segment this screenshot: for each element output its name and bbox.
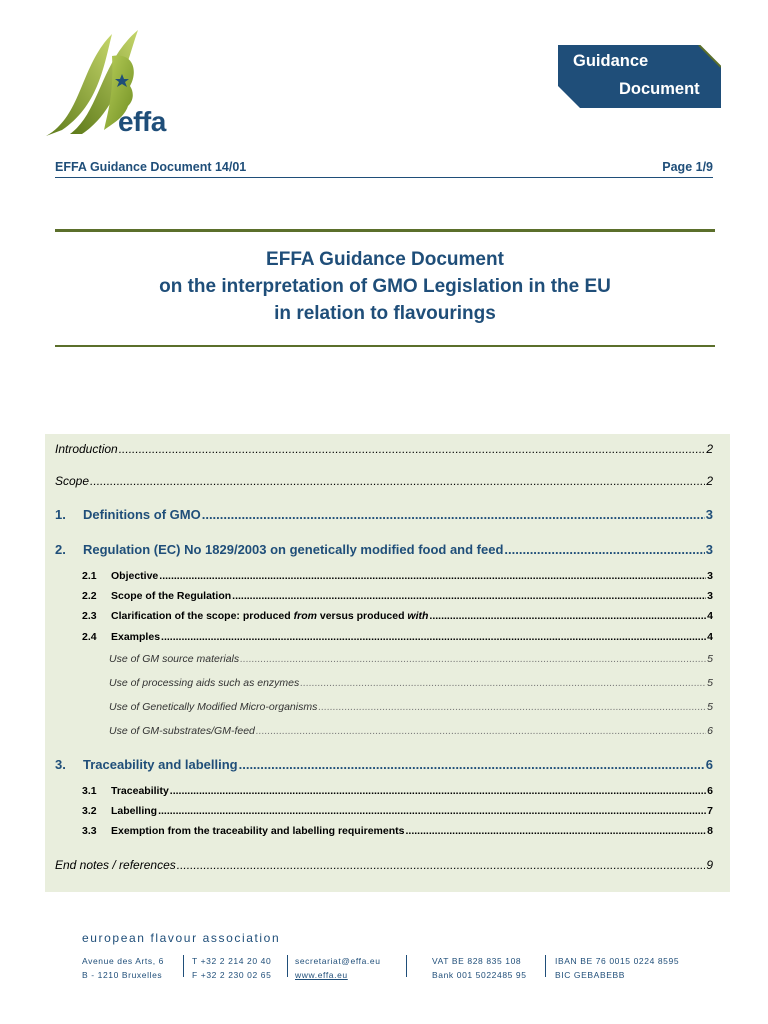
iban-number: IBAN BE 76 0015 0224 8595 [555,956,680,966]
footer-separator [183,955,184,977]
toc-entry-label: Definitions of GMO [83,507,201,522]
footer-separator [287,955,288,977]
badge-line-1: Guidance [573,52,649,70]
toc-entry[interactable] [55,442,713,456]
toc-entry-number: 1. [55,507,66,522]
effa-logo [42,26,182,142]
email-link[interactable]: secretariat@effa.eu [295,956,381,966]
bank-account: Bank 001 5022485 95 [432,970,527,980]
toc-entry[interactable] [82,805,713,817]
toc-entry-label: End notes / references [55,858,176,872]
address-line-1: Avenue des Arts, 6 [82,956,164,966]
toc-entry-label: Introduction [55,442,118,456]
toc-entry-page: 4 [707,610,713,622]
vat-number: VAT BE 828 835 108 [432,956,522,966]
toc-entry-label-part: versus produced [316,610,408,622]
toc-entry[interactable] [82,590,713,602]
phone-number: T +32 2 214 20 40 [192,956,272,966]
toc-entry[interactable] [109,725,713,737]
toc-entry-page: 3 [707,590,713,602]
footer-address [82,954,164,982]
toc-entry-page: 5 [707,677,713,689]
toc-entry-label: Use of processing aids such as enzymes [109,677,300,689]
toc-entry-label: Objective [111,570,159,582]
footer-contact [295,954,381,982]
title-rule-top [55,229,715,232]
title-rule-bottom [55,345,715,347]
toc-entry-page: 7 [707,805,713,817]
document-reference: EFFA Guidance Document 14/01 [55,160,247,174]
header-divider [55,177,713,178]
toc-entry-page: 5 [707,701,713,713]
toc-entry[interactable] [55,507,713,522]
toc-entry-label: Use of GM source materials [109,653,240,665]
guidance-document-badge [558,45,721,108]
toc-entry[interactable] [82,570,713,582]
toc-entry-label: Scope [55,474,90,488]
toc-entry[interactable] [109,677,713,689]
toc-entry-label-emphasis: from [293,610,317,622]
page-number: Page 1/9 [662,160,713,174]
toc-entry-page: 3 [705,507,713,522]
bic-code: BIC GEBABEBB [555,970,626,980]
toc-entry-label-emphasis: with [407,610,429,622]
toc-entry-number: 2. [55,542,66,557]
toc-entry-number: 2.2 [82,590,97,602]
toc-entry-page: 3 [707,570,713,582]
footer-separator [545,955,546,977]
toc-entry-number: 3.2 [82,805,97,817]
toc-entry-number: 2.1 [82,570,97,582]
toc-entry-number: 2.4 [82,631,97,643]
footer-separator [406,955,407,977]
toc-entry-label: Traceability [111,785,169,797]
badge-line-2: Document [619,80,700,98]
website-link[interactable]: www.effa.eu [295,970,348,980]
toc-entry-page: 9 [706,858,713,872]
toc-entry-page: 2 [706,442,713,456]
toc-entry-label: Use of GM-substrates/GM-feed [109,725,255,737]
toc-entry-page: 4 [707,631,713,643]
toc-entry[interactable] [82,825,713,837]
document-title [55,246,715,327]
footer-iban-bic [555,954,679,982]
title-line-2: on the interpretation of GMO Legislation in the EU [159,276,611,297]
toc-entry[interactable] [55,474,713,488]
table-of-contents [45,434,730,892]
toc-entry[interactable] [55,542,713,557]
toc-entry-page: 2 [706,474,713,488]
toc-entry-label: Scope of the Regulation [111,590,232,602]
toc-entry-page: 8 [707,825,713,837]
toc-entry-number: 3. [55,757,66,772]
title-line-3: in relation to flavourings [274,303,496,324]
logo-wordmark: effa [118,106,166,137]
toc-entry-label: Regulation (EC) No 1829/2003 on genetically modified food and feed [83,542,504,557]
toc-entry-page: 3 [705,542,713,557]
toc-entry-label: Labelling [111,805,158,817]
toc-entry-label: Exemption from the traceability and labelling requirements [111,825,405,837]
toc-entry[interactable] [55,858,713,872]
association-name: european flavour association [82,931,281,945]
toc-entry[interactable] [109,653,713,665]
toc-entry[interactable] [82,631,713,643]
toc-entry-page: 5 [707,653,713,665]
fax-number: F +32 2 230 02 65 [192,970,272,980]
toc-entry-label: Examples [111,631,161,643]
toc-entry[interactable] [82,785,713,797]
toc-entry[interactable] [109,701,713,713]
toc-entry[interactable] [82,610,713,622]
toc-entry-label-part: Clarification of the scope: produced [111,610,294,622]
address-line-2: B - 1210 Bruxelles [82,970,163,980]
footer-vat-bank [432,954,527,982]
footer-phone [192,954,271,982]
title-line-1: EFFA Guidance Document [266,249,504,270]
toc-entry-label: Use of Genetically Modified Micro-organisms [109,701,318,713]
toc-entry-page: 6 [705,757,713,772]
toc-entry-page: 6 [707,785,713,797]
toc-entry-number: 3.3 [82,825,97,837]
toc-entry-label: Traceability and labelling [83,757,238,772]
toc-entry[interactable] [55,757,713,772]
toc-entry-number: 3.1 [82,785,97,797]
toc-entry-page: 6 [707,725,713,737]
toc-entry-number: 2.3 [82,610,97,622]
